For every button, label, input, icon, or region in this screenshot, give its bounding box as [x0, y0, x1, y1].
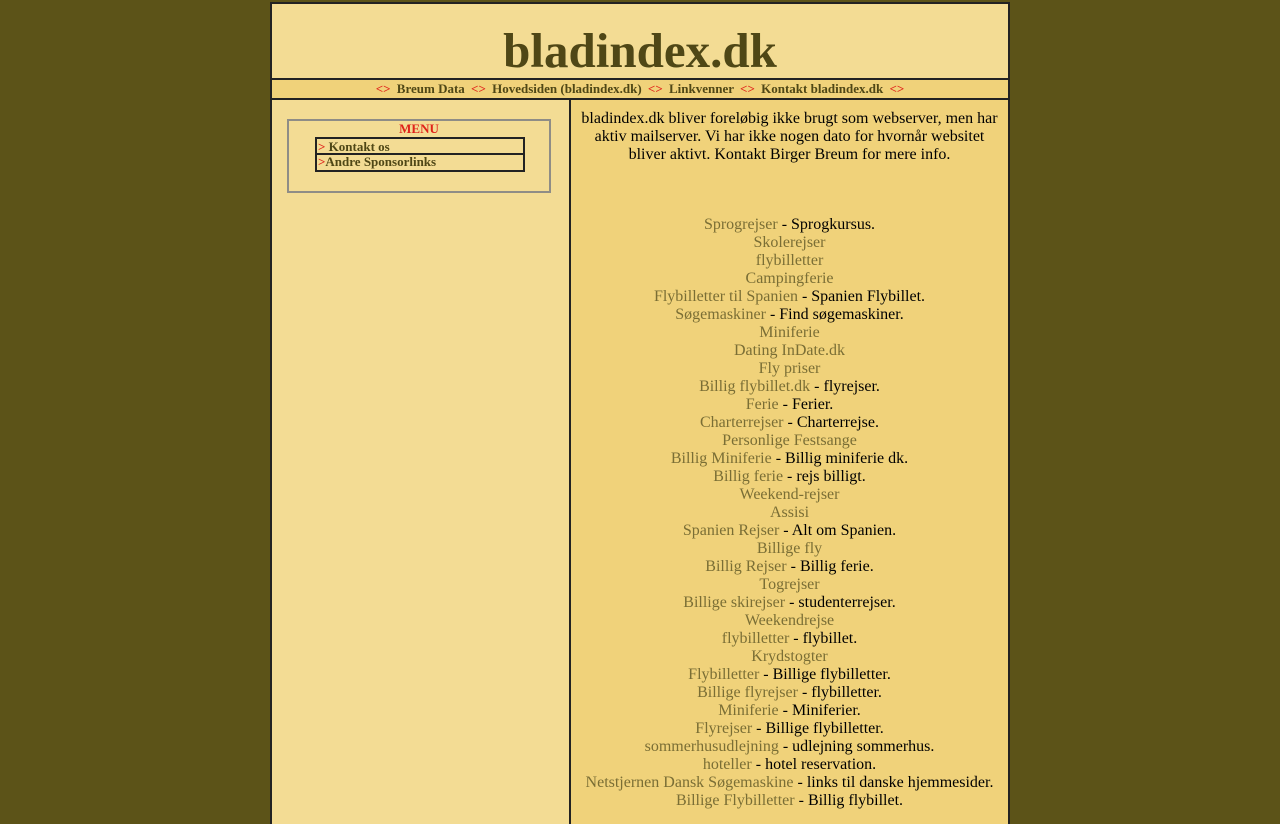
- sponsor-link[interactable]: Miniferie: [759, 324, 820, 341]
- nav-separator: <>: [375, 81, 391, 96]
- sponsor-link[interactable]: sommerhusudlejning: [644, 738, 779, 755]
- menu-item-kontakt-os[interactable]: [315, 137, 525, 155]
- sponsor-link[interactable]: Billig Miniferie: [670, 450, 772, 467]
- link-description: - Spanien Flybillet.: [797, 288, 926, 305]
- link-description: - Billig miniferie dk.: [771, 450, 909, 467]
- menu-arrow-icon: >: [318, 139, 326, 154]
- sponsor-link[interactable]: Charterrejser: [699, 414, 784, 431]
- sponsor-link[interactable]: Flybilletter til Spanien: [653, 288, 798, 305]
- nav-separator: <>: [889, 81, 905, 96]
- sponsor-link[interactable]: Personlige Festsange: [722, 432, 857, 449]
- link-row: [571, 486, 1008, 504]
- link-row: [571, 432, 1008, 450]
- link-row: [571, 468, 1008, 486]
- sponsor-link[interactable]: Campingferie: [745, 270, 834, 287]
- sponsor-link[interactable]: Weekendrejse: [744, 612, 835, 629]
- sponsor-link[interactable]: Flyrejser: [695, 720, 753, 737]
- link-description: - Sprogkursus.: [777, 216, 876, 233]
- nav-link-kontakt[interactable]: Kontakt bladindex.dk: [761, 81, 884, 96]
- link-row: [571, 450, 1008, 468]
- link-row: [571, 756, 1008, 774]
- link-description: - flyrejser.: [810, 378, 880, 395]
- link-row: [571, 252, 1008, 270]
- link-description: - flybillet.: [789, 630, 858, 647]
- site-title: bladindex.dk: [503, 23, 777, 78]
- link-row: [571, 666, 1008, 684]
- link-description: - Billig flybillet.: [794, 792, 904, 809]
- link-description: - hotel reservation.: [751, 756, 877, 773]
- link-row: [571, 720, 1008, 738]
- sponsor-link[interactable]: Ferie: [745, 396, 779, 413]
- link-description: - Alt om Spanien.: [779, 522, 897, 539]
- link-description: - udlejning sommerhus.: [778, 738, 935, 755]
- sponsor-link[interactable]: Krydstogter: [751, 648, 828, 665]
- sponsor-link[interactable]: Sprogrejser: [703, 216, 778, 233]
- menu-arrow-icon: >: [318, 154, 326, 169]
- page-frame: [270, 2, 1010, 824]
- nav-bar: [272, 78, 1008, 100]
- nav-link-linkvenner[interactable]: Linkvenner: [669, 81, 734, 96]
- link-description: - Charterrejse.: [783, 414, 880, 431]
- link-description: - Ferier.: [778, 396, 834, 413]
- link-row: [571, 216, 1008, 234]
- link-description: - Billige flybilletter.: [752, 720, 884, 737]
- sponsor-link-list: [571, 216, 1008, 810]
- link-row: [571, 540, 1008, 558]
- link-description: - links til danske hjemmesider.: [793, 774, 994, 791]
- menu-item-label: Kontakt os: [325, 139, 390, 154]
- sponsor-link[interactable]: Dating InDate.dk: [733, 342, 846, 359]
- left-sidebar: [272, 100, 571, 824]
- link-row: [571, 288, 1008, 306]
- link-row: [571, 324, 1008, 342]
- main-content: [571, 100, 1008, 824]
- sponsor-link[interactable]: Assisi: [769, 504, 810, 521]
- link-row: [571, 270, 1008, 288]
- sponsor-link[interactable]: flybilletter: [721, 630, 790, 647]
- link-row: [571, 594, 1008, 612]
- link-row: [571, 522, 1008, 540]
- link-description: - Billige flybilletter.: [759, 666, 891, 683]
- content-columns: [272, 100, 1008, 824]
- sponsor-link[interactable]: Weekend-rejser: [739, 486, 840, 503]
- sponsor-link[interactable]: Billig ferie: [713, 468, 784, 485]
- link-row: [571, 738, 1008, 756]
- sponsor-link[interactable]: Billige Flybilletter: [675, 792, 795, 809]
- link-row: [571, 792, 1008, 810]
- link-description: - studenterrejser.: [785, 594, 896, 611]
- sponsor-link[interactable]: Togrejser: [759, 576, 820, 593]
- menu-item-label: Andre Sponsorlinks: [325, 154, 437, 169]
- link-row: [571, 630, 1008, 648]
- intro-text: bladindex.dk bliver foreløbig ikke brugt som webserver, men har aktiv mailserver. Vi har ikke nogen dato for hvornår websitet bliver aktivt. Kontakt Birger Breum for mere info.: [581, 110, 998, 163]
- link-row: [571, 774, 1008, 792]
- sponsor-link[interactable]: Søgemaskiner: [675, 306, 766, 323]
- nav-separator: <>: [740, 81, 755, 96]
- link-row: [571, 576, 1008, 594]
- sponsor-link[interactable]: Netstjernen Dansk Søgemaskine: [585, 774, 794, 791]
- sponsor-link[interactable]: Billig flybillet.dk: [699, 378, 811, 395]
- link-description: - Find søgemaskiner.: [765, 306, 904, 323]
- sponsor-link[interactable]: hoteller: [702, 756, 752, 773]
- link-row: [571, 648, 1008, 666]
- menu-box: [287, 119, 551, 193]
- link-description: - flybilletter.: [797, 684, 882, 701]
- sponsor-link[interactable]: Billige skirejser: [683, 594, 786, 611]
- sponsor-link[interactable]: Miniferie: [718, 702, 779, 719]
- menu-item-andre-sponsorlinks[interactable]: [315, 155, 525, 172]
- link-row: [571, 558, 1008, 576]
- sponsor-link[interactable]: Billig Rejser: [705, 558, 787, 575]
- link-description: - Miniferier.: [778, 702, 861, 719]
- sponsor-link[interactable]: Flybilletter: [688, 666, 760, 683]
- nav-separator: <>: [471, 81, 486, 96]
- link-row: [571, 378, 1008, 396]
- nav-link-breum-data[interactable]: Breum Data: [396, 81, 465, 96]
- sponsor-link[interactable]: Fly priser: [758, 360, 821, 377]
- link-row: [571, 504, 1008, 522]
- nav-separator: <>: [647, 81, 663, 96]
- sponsor-link[interactable]: Billige flyrejser: [697, 684, 798, 701]
- link-row: [571, 612, 1008, 630]
- nav-link-hovedsiden[interactable]: Hovedsiden (bladindex.dk): [492, 81, 642, 96]
- link-description: - rejs billigt.: [783, 468, 866, 485]
- sponsor-link[interactable]: Skolerejser: [753, 234, 826, 251]
- link-row: [571, 702, 1008, 720]
- link-row: [571, 414, 1008, 432]
- link-row: [571, 360, 1008, 378]
- sponsor-link[interactable]: Billige fly: [756, 540, 823, 557]
- link-row: [571, 306, 1008, 324]
- link-row: [571, 342, 1008, 360]
- link-row: [571, 396, 1008, 414]
- header: [272, 4, 1008, 78]
- sponsor-link[interactable]: Spanien Rejser: [682, 522, 780, 539]
- link-row: [571, 684, 1008, 702]
- link-description: - Billig ferie.: [786, 558, 874, 575]
- link-row: [571, 234, 1008, 252]
- sponsor-link[interactable]: flybilletter: [755, 252, 824, 269]
- menu-title: MENU: [399, 121, 439, 136]
